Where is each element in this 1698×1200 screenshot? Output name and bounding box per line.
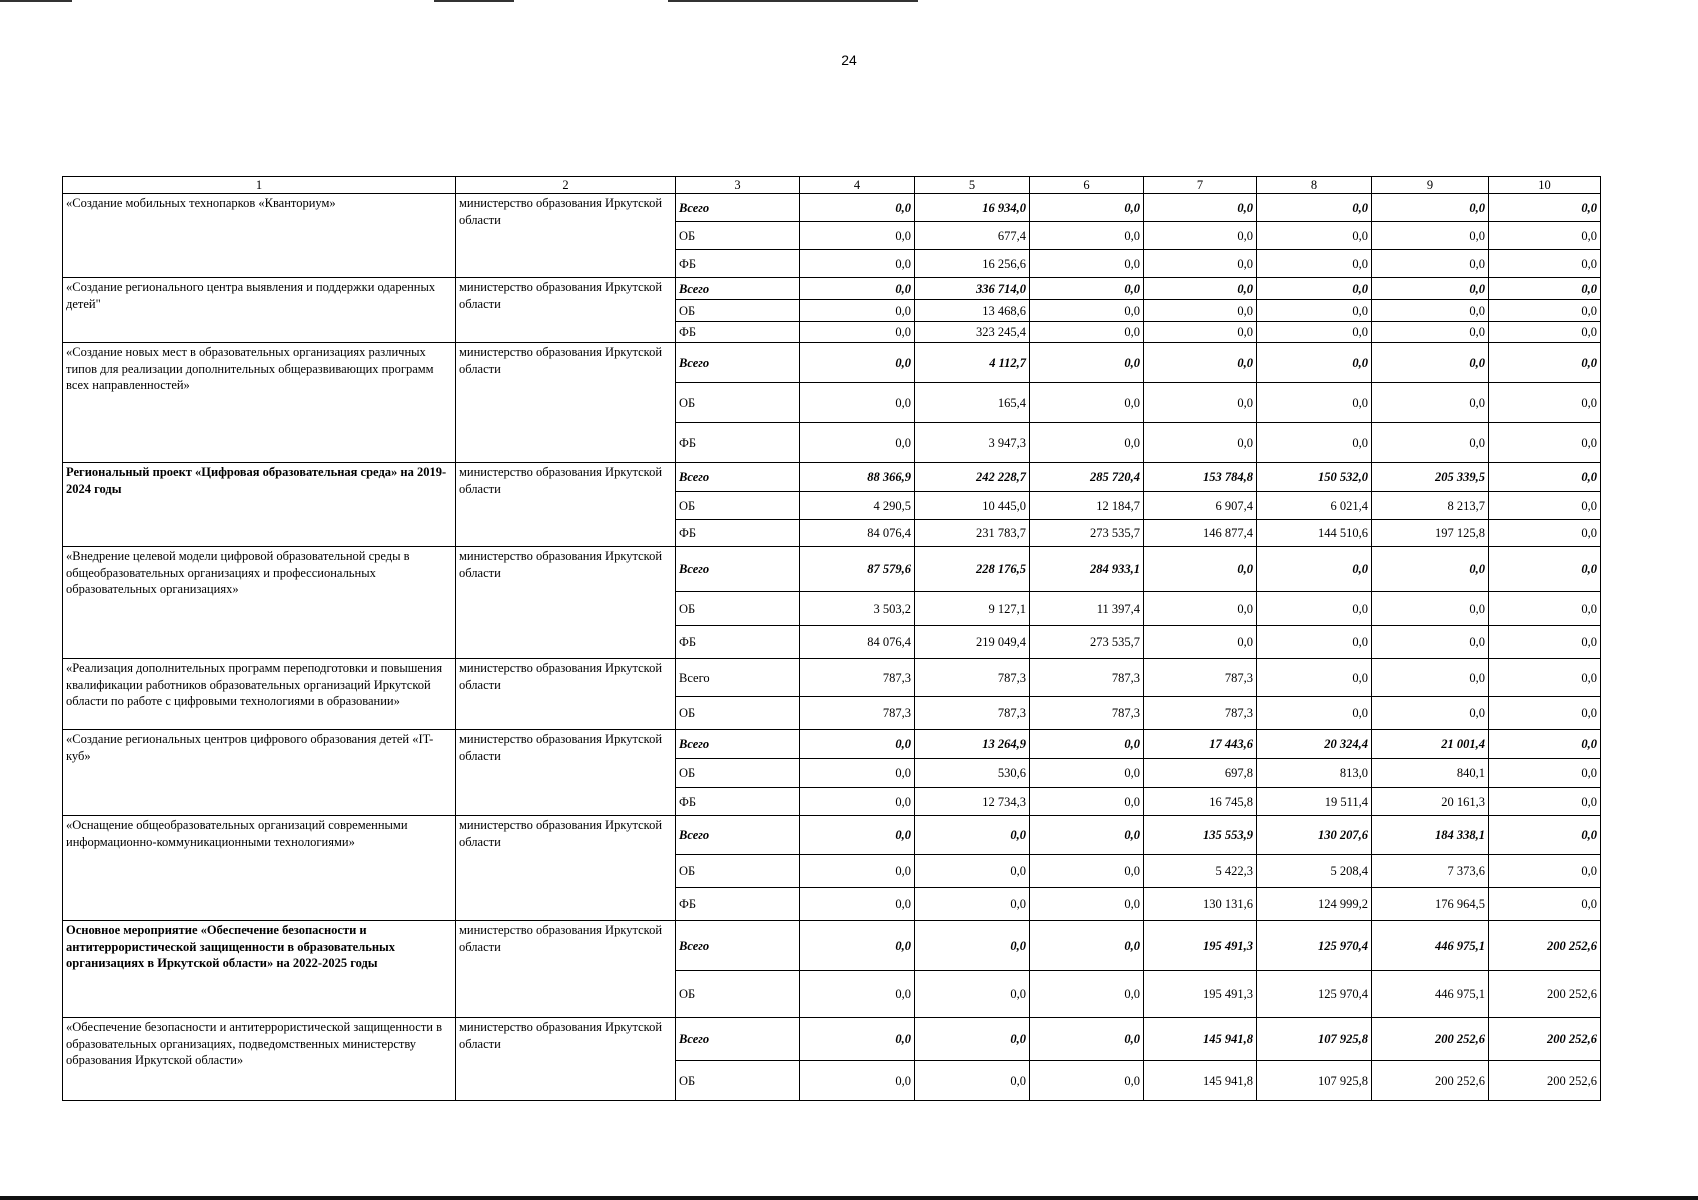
column-number-2: 2	[456, 177, 676, 194]
amount-cell: 11 397,4	[1030, 592, 1144, 626]
amount-cell: 0,0	[1489, 343, 1601, 383]
amount-cell: 0,0	[1372, 592, 1489, 626]
scan-artifact-top-3	[668, 0, 918, 2]
table-row	[63, 730, 1601, 759]
amount-cell: 20 161,3	[1372, 788, 1489, 816]
amount-cell: 16 745,8	[1144, 788, 1257, 816]
amount-cell: 0,0	[1030, 816, 1144, 855]
amount-cell: 0,0	[1030, 788, 1144, 816]
amount-cell: 135 553,9	[1144, 816, 1257, 855]
activity-name-cell: «Обеспечение безопасности и антитеррористической защищенности в образовательных организациях, подведомственных министерству образования Иркутской области»	[63, 1018, 456, 1101]
amount-cell: 0,0	[800, 383, 915, 423]
amount-cell: 124 999,2	[1257, 888, 1372, 921]
responsible-org-cell: министерство образования Иркутской области	[456, 1018, 676, 1101]
amount-cell: 677,4	[915, 222, 1030, 250]
amount-cell: 130 207,6	[1257, 816, 1372, 855]
amount-cell: 3 947,3	[915, 423, 1030, 463]
amount-cell: 231 783,7	[915, 520, 1030, 547]
amount-cell: 0,0	[800, 194, 915, 222]
amount-cell: 0,0	[1257, 659, 1372, 697]
amount-cell: 87 579,6	[800, 547, 915, 592]
amount-cell: 0,0	[1144, 278, 1257, 300]
amount-cell: 285 720,4	[1030, 463, 1144, 492]
amount-cell: 0,0	[915, 816, 1030, 855]
amount-cell: 0,0	[800, 322, 915, 343]
amount-cell: 0,0	[915, 888, 1030, 921]
amount-cell: 146 877,4	[1144, 520, 1257, 547]
amount-cell: 145 941,8	[1144, 1061, 1257, 1101]
amount-cell: 84 076,4	[800, 520, 915, 547]
amount-cell: 0,0	[1489, 659, 1601, 697]
amount-cell: 0,0	[1489, 788, 1601, 816]
table-row	[63, 343, 1601, 383]
scan-artifact-top-1	[0, 0, 72, 2]
amount-cell: 0,0	[1144, 626, 1257, 659]
amount-cell: 0,0	[800, 759, 915, 788]
amount-cell: 10 445,0	[915, 492, 1030, 520]
amount-cell: 284 933,1	[1030, 547, 1144, 592]
amount-cell: 0,0	[1030, 730, 1144, 759]
amount-cell: 0,0	[1030, 194, 1144, 222]
funding-source-cell: ОБ	[676, 971, 800, 1018]
amount-cell: 13 468,6	[915, 300, 1030, 322]
amount-cell: 0,0	[1372, 383, 1489, 423]
amount-cell: 153 784,8	[1144, 463, 1257, 492]
activity-name-cell: «Создание новых мест в образовательных организациях различных типов для реализации дополнительных общеразвивающих программ всех направленностей»	[63, 343, 456, 463]
amount-cell: 0,0	[1030, 1018, 1144, 1061]
amount-cell: 0,0	[1144, 343, 1257, 383]
amount-cell: 0,0	[1489, 626, 1601, 659]
funding-source-cell: Всего	[676, 730, 800, 759]
funding-source-cell: ОБ	[676, 492, 800, 520]
amount-cell: 787,3	[800, 697, 915, 730]
amount-cell: 273 535,7	[1030, 626, 1144, 659]
amount-cell: 0,0	[1030, 423, 1144, 463]
amount-cell: 0,0	[1030, 1061, 1144, 1101]
funding-source-cell: ФБ	[676, 423, 800, 463]
amount-cell: 12 734,3	[915, 788, 1030, 816]
amount-cell: 9 127,1	[915, 592, 1030, 626]
amount-cell: 0,0	[800, 222, 915, 250]
activity-name-cell: «Оснащение общеобразовательных организаций современными информационно-коммуникационными технологиями»	[63, 816, 456, 921]
amount-cell: 0,0	[800, 816, 915, 855]
funding-source-cell: ОБ	[676, 300, 800, 322]
funding-source-cell: ФБ	[676, 322, 800, 343]
amount-cell: 0,0	[1489, 383, 1601, 423]
funding-source-cell: Всего	[676, 659, 800, 697]
amount-cell: 0,0	[1144, 222, 1257, 250]
amount-cell: 0,0	[915, 1061, 1030, 1101]
amount-cell: 0,0	[800, 788, 915, 816]
amount-cell: 0,0	[800, 971, 915, 1018]
funding-source-cell: ОБ	[676, 855, 800, 888]
funding-source-cell: ФБ	[676, 250, 800, 278]
column-number-1: 1	[63, 177, 456, 194]
amount-cell: 787,3	[915, 697, 1030, 730]
amount-cell: 0,0	[1144, 322, 1257, 343]
amount-cell: 0,0	[1489, 730, 1601, 759]
amount-cell: 0,0	[1030, 971, 1144, 1018]
amount-cell: 0,0	[1030, 383, 1144, 423]
budget-table	[62, 176, 1601, 1101]
amount-cell: 200 252,6	[1489, 1018, 1601, 1061]
amount-cell: 0,0	[1030, 855, 1144, 888]
table-row	[63, 659, 1601, 697]
amount-cell: 145 941,8	[1144, 1018, 1257, 1061]
funding-source-cell: Всего	[676, 278, 800, 300]
amount-cell: 0,0	[800, 855, 915, 888]
amount-cell: 242 228,7	[915, 463, 1030, 492]
amount-cell: 0,0	[1030, 222, 1144, 250]
table-row	[63, 463, 1601, 492]
amount-cell: 0,0	[1489, 492, 1601, 520]
amount-cell: 0,0	[800, 1018, 915, 1061]
amount-cell: 273 535,7	[1030, 520, 1144, 547]
funding-source-cell: ОБ	[676, 697, 800, 730]
amount-cell: 20 324,4	[1257, 730, 1372, 759]
amount-cell: 5 208,4	[1257, 855, 1372, 888]
amount-cell: 0,0	[1144, 300, 1257, 322]
amount-cell: 13 264,9	[915, 730, 1030, 759]
amount-cell: 0,0	[800, 1061, 915, 1101]
amount-cell: 6 021,4	[1257, 492, 1372, 520]
amount-cell: 0,0	[1372, 697, 1489, 730]
amount-cell: 0,0	[1489, 423, 1601, 463]
amount-cell: 16 256,6	[915, 250, 1030, 278]
amount-cell: 125 970,4	[1257, 971, 1372, 1018]
amount-cell: 0,0	[1144, 547, 1257, 592]
funding-source-cell: Всего	[676, 1018, 800, 1061]
amount-cell: 0,0	[1030, 278, 1144, 300]
column-number-header-row	[63, 177, 1601, 194]
amount-cell: 0,0	[1489, 250, 1601, 278]
amount-cell: 813,0	[1257, 759, 1372, 788]
amount-cell: 0,0	[1257, 697, 1372, 730]
amount-cell: 0,0	[915, 921, 1030, 971]
amount-cell: 0,0	[800, 423, 915, 463]
amount-cell: 6 907,4	[1144, 492, 1257, 520]
table-row	[63, 547, 1601, 592]
column-number-4: 4	[800, 177, 915, 194]
amount-cell: 0,0	[800, 300, 915, 322]
activity-name-cell: Региональный проект «Цифровая образовательная среда» на 2019-2024 годы	[63, 463, 456, 547]
amount-cell: 197 125,8	[1372, 520, 1489, 547]
amount-cell: 200 252,6	[1489, 1061, 1601, 1101]
amount-cell: 0,0	[1144, 423, 1257, 463]
column-number-3: 3	[676, 177, 800, 194]
amount-cell: 0,0	[1257, 300, 1372, 322]
scan-artifact-bottom	[0, 1196, 1698, 1200]
amount-cell: 0,0	[915, 855, 1030, 888]
activity-name-cell: «Реализация дополнительных программ переподготовки и повышения квалификации работников образовательных организаций Иркутской области по работе с цифровыми технологиями в образовании»	[63, 659, 456, 730]
amount-cell: 107 925,8	[1257, 1018, 1372, 1061]
amount-cell: 7 373,6	[1372, 855, 1489, 888]
activity-name-cell: «Внедрение целевой модели цифровой образовательной среды в общеобразовательных организациях и профессиональных образовательных организациях»	[63, 547, 456, 659]
amount-cell: 5 422,3	[1144, 855, 1257, 888]
amount-cell: 0,0	[1030, 921, 1144, 971]
column-number-5: 5	[915, 177, 1030, 194]
amount-cell: 0,0	[1372, 300, 1489, 322]
amount-cell: 0,0	[1030, 343, 1144, 383]
column-number-6: 6	[1030, 177, 1144, 194]
amount-cell: 0,0	[915, 971, 1030, 1018]
funding-source-cell: Всего	[676, 194, 800, 222]
amount-cell: 323 245,4	[915, 322, 1030, 343]
amount-cell: 0,0	[1030, 300, 1144, 322]
amount-cell: 200 252,6	[1489, 971, 1601, 1018]
amount-cell: 4 112,7	[915, 343, 1030, 383]
amount-cell: 0,0	[1257, 250, 1372, 278]
amount-cell: 130 131,6	[1144, 888, 1257, 921]
amount-cell: 0,0	[1372, 343, 1489, 383]
amount-cell: 195 491,3	[1144, 971, 1257, 1018]
amount-cell: 3 503,2	[800, 592, 915, 626]
amount-cell: 787,3	[1144, 697, 1257, 730]
funding-source-cell: ОБ	[676, 759, 800, 788]
responsible-org-cell: министерство образования Иркутской области	[456, 463, 676, 547]
amount-cell: 8 213,7	[1372, 492, 1489, 520]
amount-cell: 0,0	[800, 921, 915, 971]
column-number-8: 8	[1257, 177, 1372, 194]
amount-cell: 530,6	[915, 759, 1030, 788]
amount-cell: 0,0	[1372, 547, 1489, 592]
amount-cell: 88 366,9	[800, 463, 915, 492]
responsible-org-cell: министерство образования Иркутской области	[456, 921, 676, 1018]
responsible-org-cell: министерство образования Иркутской области	[456, 816, 676, 921]
amount-cell: 0,0	[1372, 322, 1489, 343]
amount-cell: 200 252,6	[1489, 921, 1601, 971]
amount-cell: 0,0	[1372, 222, 1489, 250]
responsible-org-cell: министерство образования Иркутской области	[456, 343, 676, 463]
amount-cell: 446 975,1	[1372, 921, 1489, 971]
page-number: 24	[841, 52, 857, 68]
amount-cell: 0,0	[1257, 423, 1372, 463]
amount-cell: 0,0	[1257, 547, 1372, 592]
funding-source-cell: Всего	[676, 463, 800, 492]
amount-cell: 0,0	[1257, 383, 1372, 423]
funding-source-cell: ФБ	[676, 520, 800, 547]
amount-cell: 0,0	[1372, 423, 1489, 463]
amount-cell: 0,0	[1030, 250, 1144, 278]
amount-cell: 200 252,6	[1372, 1061, 1489, 1101]
amount-cell: 787,3	[800, 659, 915, 697]
amount-cell: 697,8	[1144, 759, 1257, 788]
funding-source-cell: ФБ	[676, 888, 800, 921]
amount-cell: 0,0	[1489, 322, 1601, 343]
amount-cell: 205 339,5	[1372, 463, 1489, 492]
activity-name-cell: «Создание регионального центра выявления и поддержки одаренных детей"	[63, 278, 456, 343]
amount-cell: 0,0	[915, 1018, 1030, 1061]
responsible-org-cell: министерство образования Иркутской области	[456, 730, 676, 816]
amount-cell: 0,0	[1257, 194, 1372, 222]
amount-cell: 107 925,8	[1257, 1061, 1372, 1101]
amount-cell: 787,3	[1030, 659, 1144, 697]
activity-name-cell: Основное мероприятие «Обеспечение безопасности и антитеррористической защищенности в образовательных организациях в Иркутской области» на 2022-2025 годы	[63, 921, 456, 1018]
amount-cell: 0,0	[1257, 222, 1372, 250]
amount-cell: 4 290,5	[800, 492, 915, 520]
amount-cell: 200 252,6	[1372, 1018, 1489, 1061]
funding-source-cell: ОБ	[676, 383, 800, 423]
funding-source-cell: Всего	[676, 816, 800, 855]
amount-cell: 84 076,4	[800, 626, 915, 659]
amount-cell: 0,0	[1144, 194, 1257, 222]
table-row	[63, 1018, 1601, 1061]
amount-cell: 0,0	[1489, 300, 1601, 322]
amount-cell: 0,0	[1489, 697, 1601, 730]
funding-source-cell: ОБ	[676, 222, 800, 250]
funding-source-cell: Всего	[676, 921, 800, 971]
amount-cell: 0,0	[1030, 322, 1144, 343]
amount-cell: 0,0	[1257, 278, 1372, 300]
amount-cell: 0,0	[1372, 250, 1489, 278]
amount-cell: 0,0	[1257, 626, 1372, 659]
scan-artifact-top-2	[434, 0, 514, 2]
amount-cell: 0,0	[1489, 520, 1601, 547]
amount-cell: 787,3	[915, 659, 1030, 697]
amount-cell: 0,0	[1030, 888, 1144, 921]
amount-cell: 0,0	[1489, 547, 1601, 592]
amount-cell: 336 714,0	[915, 278, 1030, 300]
activity-name-cell: «Создание региональных центров цифрового образования детей «IT-куб»	[63, 730, 456, 816]
amount-cell: 0,0	[1144, 250, 1257, 278]
amount-cell: 0,0	[1372, 278, 1489, 300]
amount-cell: 0,0	[1372, 659, 1489, 697]
table-body	[63, 177, 1601, 1101]
funding-source-cell: ФБ	[676, 626, 800, 659]
amount-cell: 0,0	[1257, 322, 1372, 343]
table-row	[63, 816, 1601, 855]
amount-cell: 0,0	[1372, 626, 1489, 659]
amount-cell: 0,0	[1489, 463, 1601, 492]
amount-cell: 219 049,4	[915, 626, 1030, 659]
amount-cell: 0,0	[1489, 816, 1601, 855]
amount-cell: 176 964,5	[1372, 888, 1489, 921]
amount-cell: 0,0	[1372, 194, 1489, 222]
amount-cell: 12 184,7	[1030, 492, 1144, 520]
amount-cell: 0,0	[1489, 592, 1601, 626]
responsible-org-cell: министерство образования Иркутской области	[456, 194, 676, 278]
amount-cell: 0,0	[800, 730, 915, 759]
amount-cell: 840,1	[1372, 759, 1489, 788]
table-row	[63, 278, 1601, 300]
amount-cell: 0,0	[800, 343, 915, 383]
amount-cell: 0,0	[1489, 222, 1601, 250]
amount-cell: 21 001,4	[1372, 730, 1489, 759]
table-row	[63, 194, 1601, 222]
amount-cell: 0,0	[1257, 592, 1372, 626]
responsible-org-cell: министерство образования Иркутской области	[456, 278, 676, 343]
amount-cell: 195 491,3	[1144, 921, 1257, 971]
funding-source-cell: ОБ	[676, 592, 800, 626]
amount-cell: 125 970,4	[1257, 921, 1372, 971]
amount-cell: 0,0	[1144, 592, 1257, 626]
amount-cell: 228 176,5	[915, 547, 1030, 592]
column-number-7: 7	[1144, 177, 1257, 194]
amount-cell: 184 338,1	[1372, 816, 1489, 855]
amount-cell: 0,0	[1489, 194, 1601, 222]
amount-cell: 150 532,0	[1257, 463, 1372, 492]
amount-cell: 16 934,0	[915, 194, 1030, 222]
amount-cell: 165,4	[915, 383, 1030, 423]
funding-source-cell: ФБ	[676, 788, 800, 816]
responsible-org-cell: министерство образования Иркутской области	[456, 547, 676, 659]
amount-cell: 0,0	[1489, 888, 1601, 921]
responsible-org-cell: министерство образования Иркутской области	[456, 659, 676, 730]
table-row	[63, 921, 1601, 971]
amount-cell: 0,0	[1030, 759, 1144, 788]
amount-cell: 0,0	[800, 250, 915, 278]
amount-cell: 0,0	[800, 278, 915, 300]
activity-name-cell: «Создание мобильных технопарков «Кванториум»	[63, 194, 456, 278]
amount-cell: 787,3	[1144, 659, 1257, 697]
amount-cell: 0,0	[800, 888, 915, 921]
column-number-10: 10	[1489, 177, 1601, 194]
amount-cell: 0,0	[1489, 759, 1601, 788]
funding-source-cell: ОБ	[676, 1061, 800, 1101]
amount-cell: 787,3	[1030, 697, 1144, 730]
amount-cell: 144 510,6	[1257, 520, 1372, 547]
column-number-9: 9	[1372, 177, 1489, 194]
funding-source-cell: Всего	[676, 547, 800, 592]
amount-cell: 446 975,1	[1372, 971, 1489, 1018]
amount-cell: 0,0	[1489, 855, 1601, 888]
amount-cell: 19 511,4	[1257, 788, 1372, 816]
funding-source-cell: Всего	[676, 343, 800, 383]
amount-cell: 0,0	[1257, 343, 1372, 383]
amount-cell: 0,0	[1489, 278, 1601, 300]
amount-cell: 17 443,6	[1144, 730, 1257, 759]
amount-cell: 0,0	[1144, 383, 1257, 423]
